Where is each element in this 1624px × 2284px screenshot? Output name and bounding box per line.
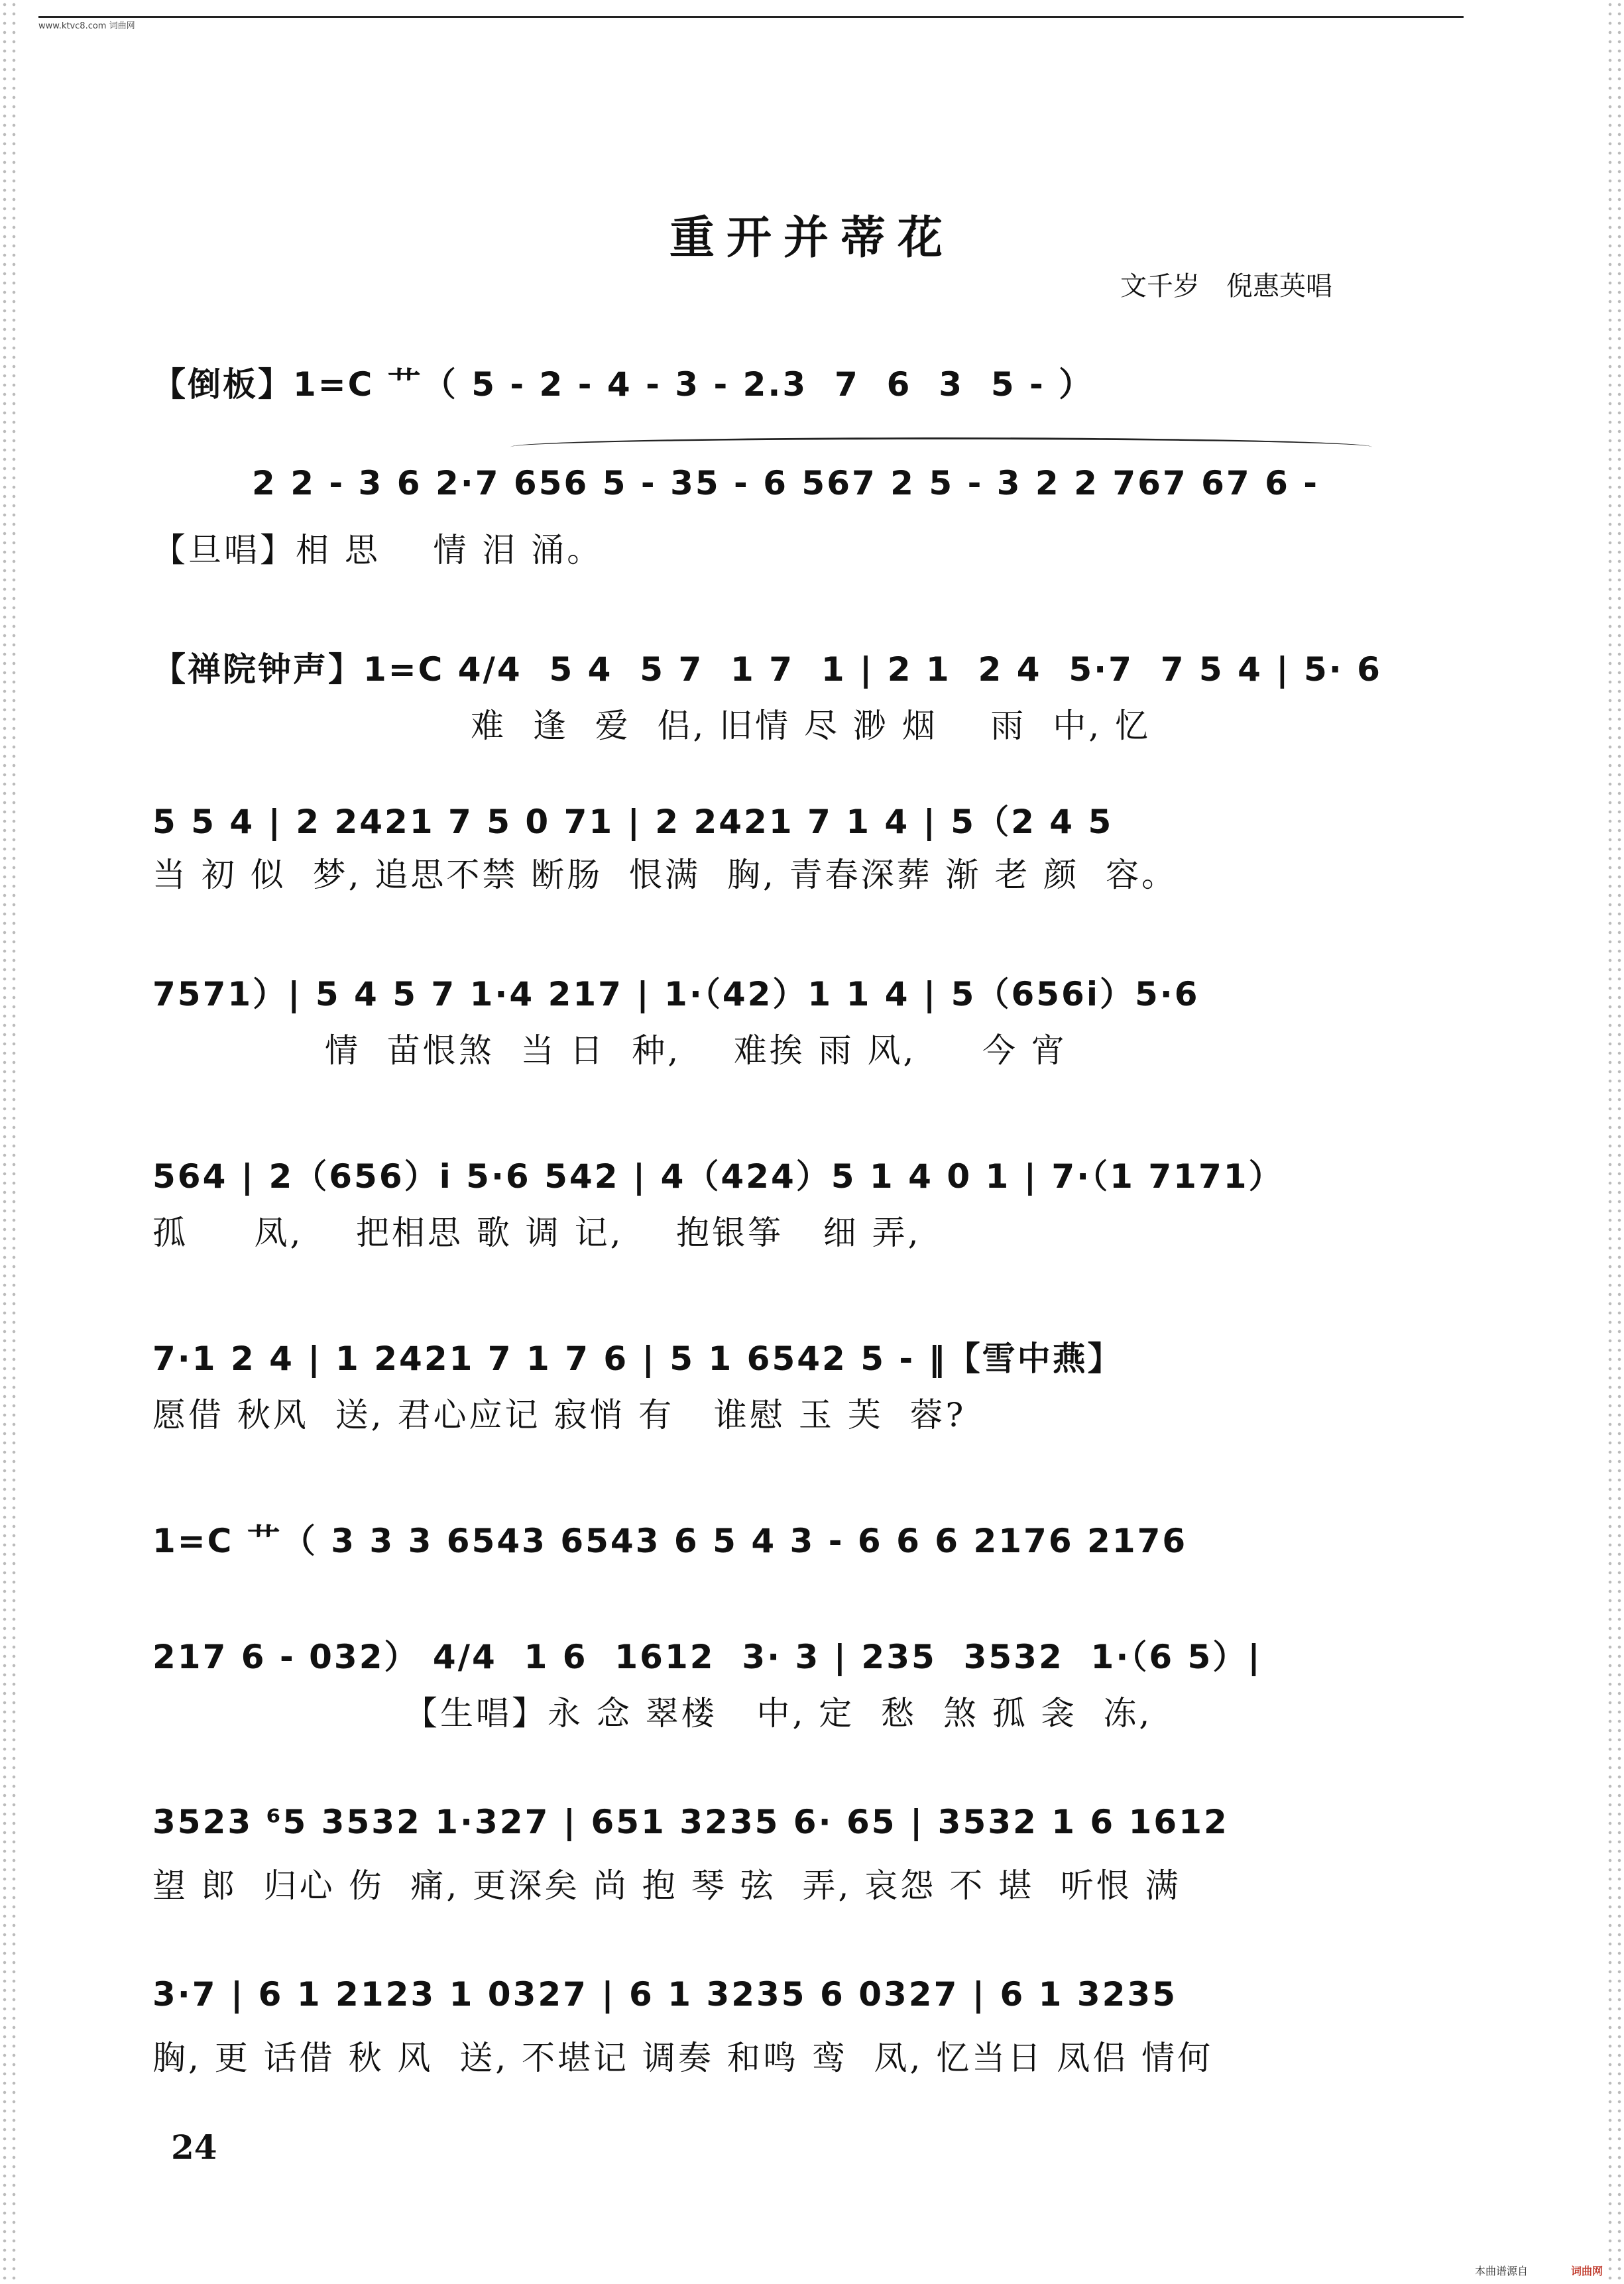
notation-line-6: 564 | 2（656）i 5·6 542 | 4（424）5 1 4 0 1 | 7·（1 7171） [152, 1157, 1284, 1196]
source-label: 本曲谱源自 [1475, 2265, 1529, 2277]
notation-line-5: 7571）| 5 4 5 7 1·4 217 | 1·（42）1 1 4 | 5（656i）5·6 [152, 975, 1200, 1013]
song-title: 重开并蒂花 [669, 211, 955, 264]
watermark: www.ktvc8.com 词曲网 [38, 21, 135, 31]
lyrics-line-11: 胸, 更 话借 秋 风 送, 不堪记 调奏 和鸣 鸾 凤, 忆当日 凤侣 情何 [152, 2039, 1214, 2077]
notation-line-3: 【禅院钟声】1=C 4/4 5 4 5 7 1 7 1 | 2 1 2 4 5·7 7 5 4 | 5· 6 [152, 650, 1382, 689]
lyrics-line-5: 情 苗恨煞 当 日 种, 难挨 雨 风, 今 宵 [325, 1031, 1067, 1070]
notation-line-7: 7·1 2 4 | 1 2421 7 1 7 6 | 5 1 6542 5 - ‖【雪中燕】 [152, 1340, 1123, 1378]
notation-line-8: 1=C 艹（ 3 3 3 6543 6543 6 5 4 3 - 6 6 6 2176 2176 [152, 1522, 1188, 1560]
lyrics-line-10: 望 郎 归心 伤 痛, 更深矣 尚 抱 琴 弦 弄, 哀怨 不 堪 听恨 满 [152, 1866, 1181, 1905]
source-logo[interactable]: 词曲网 [1571, 2265, 1603, 2277]
lyrics-line-2: 【旦唱】相 思 情 泪 涌。 [152, 531, 603, 569]
lyrics-line-4: 当 初 似 梦, 追思不禁 断肠 恨满 胸, 青春深葬 渐 老 颜 容。 [152, 856, 1178, 894]
notation-line-11: 3·7 | 6 1 2123 1 0327 | 6 1 3235 6 0327 | 6 1 3235 [152, 1975, 1177, 2014]
notation-line-2: 2 2 - 3 6 2·7 656 5 - 35 - 6 567 2 5 - 3 2 2 767 67 6 - [252, 464, 1320, 502]
lyrics-line-9: 【生唱】永 念 翠楼 中, 定 愁 煞 孤 衾 冻, [404, 1694, 1153, 1733]
lyrics-line-3: 难 逢 爱 侣, 旧情 尽 渺 烟 雨 中, 忆 [471, 707, 1151, 745]
lyrics-line-7: 愿借 秋风 送, 君心应记 寂悄 有 谁慰 玉 芙 蓉? [152, 1396, 966, 1434]
page-edge-left [0, 0, 19, 2284]
notation-line-4: 5 5 4 | 2 2421 7 5 0 71 | 2 2421 7 1 4 | 5（2 4 5 [152, 803, 1114, 841]
notation-line-1: 【倒板】1=C 艹（ 5 - 2 - 4 - 3 - 2.3 7 6 3 5 - ） [152, 365, 1094, 404]
notation-line-9: 217 6 - 032） 4/4 1 6 1612 3· 3 | 235 3532 1·（6 5）| [152, 1638, 1262, 1676]
slur-arc [510, 437, 1372, 457]
song-credit: 文千岁 倪惠英唱 [1120, 271, 1332, 302]
lyrics-line-6: 孤 凤, 把相思 歌 调 记, 抱银筝 细 弄, [152, 1214, 921, 1252]
header-rule [38, 16, 1464, 18]
page-number: 24 [171, 2128, 217, 2167]
notation-line-10: 3523 ⁶5 3532 1·327 | 651 3235 6· 65 | 3532 1 6 1612 [152, 1803, 1229, 1841]
page-edge-right [1605, 0, 1624, 2284]
